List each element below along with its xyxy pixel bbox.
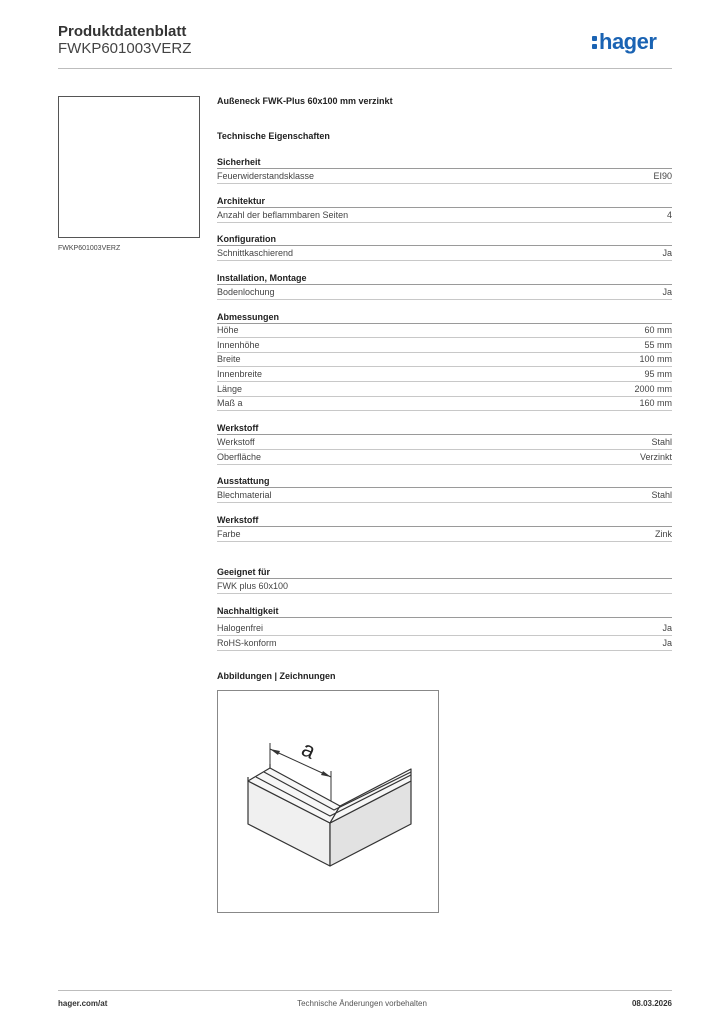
spec-value: Stahl xyxy=(651,437,672,447)
corner-drawing-svg xyxy=(218,691,438,912)
spec-label: Breite xyxy=(217,354,241,364)
spec-label: Bodenlochung xyxy=(217,287,275,297)
section-title: Ausstattung xyxy=(217,476,672,488)
spec-value: 2000 mm xyxy=(634,384,672,394)
footer-disclaimer: Technische Änderungen vorbehalten xyxy=(297,999,427,1008)
product-name: Außeneck FWK-Plus 60x100 mm verzinkt xyxy=(217,96,393,106)
logo-text: hager xyxy=(599,29,657,54)
product-code-heading: FWKP601003VERZ xyxy=(58,40,192,57)
spec-label: FWK plus 60x100 xyxy=(217,581,289,591)
spec-row xyxy=(217,285,672,300)
spec-value: Ja xyxy=(662,638,672,648)
spec-value: Ja xyxy=(662,287,672,297)
technical-drawing xyxy=(217,690,439,913)
spec-row xyxy=(217,352,672,367)
logo-dots-icon xyxy=(592,34,598,50)
spec-row xyxy=(217,396,672,411)
spec-label: Blechmaterial xyxy=(217,490,272,500)
spec-row xyxy=(217,450,672,465)
product-image-caption: FWKP601003VERZ xyxy=(58,245,121,252)
section-title: Installation, Montage xyxy=(217,273,672,285)
spec-value: 4 xyxy=(666,210,672,220)
spec-row xyxy=(217,338,672,353)
hager-logo xyxy=(592,30,656,54)
header-divider xyxy=(58,68,672,69)
spec-label: Höhe xyxy=(217,325,239,335)
spec-row xyxy=(217,435,672,450)
spec-value: Ja xyxy=(662,623,672,633)
spec-label: Innenhöhe xyxy=(217,340,260,350)
section-title: Geeignet für xyxy=(217,567,672,579)
spec-value: 100 mm xyxy=(639,354,672,364)
spec-row xyxy=(217,169,672,184)
spec-label: Farbe xyxy=(217,529,241,539)
section-title: Konfiguration xyxy=(217,234,672,246)
dimension-label: a xyxy=(297,735,320,764)
spec-value: Verzinkt xyxy=(639,452,672,462)
tech-properties-heading: Technische Eigenschaften xyxy=(217,131,330,141)
section-title: Werkstoff xyxy=(217,423,672,435)
spec-label: Maß a xyxy=(217,398,243,408)
spec-row xyxy=(217,246,672,261)
spec-row xyxy=(217,579,672,594)
spec-label: Oberfläche xyxy=(217,452,262,462)
spec-row xyxy=(217,527,672,542)
spec-row xyxy=(217,367,672,382)
spec-label: RoHS-konform xyxy=(217,638,277,648)
spec-row xyxy=(217,488,672,503)
spec-label: Feuerwiderstandsklasse xyxy=(217,171,315,181)
page-title: Produktdatenblatt xyxy=(58,23,187,40)
spec-row xyxy=(217,382,672,397)
spec-label: Halogenfrei xyxy=(217,623,264,633)
spec-value: 95 mm xyxy=(644,369,672,379)
product-image-placeholder xyxy=(58,96,200,238)
section-title: Nachhaltigkeit xyxy=(217,606,672,618)
section-title: Werkstoff xyxy=(217,515,672,527)
footer-website-link[interactable]: hager.com/at xyxy=(58,999,108,1008)
spec-label: Schnittkaschierend xyxy=(217,248,294,258)
spec-label: Länge xyxy=(217,384,243,394)
spec-value: 55 mm xyxy=(644,340,672,350)
drawings-heading: Abbildungen | Zeichnungen xyxy=(217,671,336,681)
spec-value: EI90 xyxy=(653,171,672,181)
spec-value: 160 mm xyxy=(639,398,672,408)
spec-row xyxy=(217,636,672,651)
spec-label: Innenbreite xyxy=(217,369,263,379)
section-title: Abmessungen xyxy=(217,312,672,324)
spec-row xyxy=(217,208,672,223)
section-title: Architektur xyxy=(217,196,672,208)
spec-label: Werkstoff xyxy=(217,437,255,447)
spec-value: 60 mm xyxy=(644,325,672,335)
footer-divider xyxy=(58,990,672,991)
spec-row xyxy=(217,621,672,636)
spec-value: Ja xyxy=(662,248,672,258)
spec-row xyxy=(217,323,672,338)
spec-label: Anzahl der beflammbaren Seiten xyxy=(217,210,349,220)
spec-value: Stahl xyxy=(651,490,672,500)
footer-date: 08.03.2026 xyxy=(631,999,672,1008)
section-title: Sicherheit xyxy=(217,157,672,169)
spec-value: Zink xyxy=(654,529,672,539)
